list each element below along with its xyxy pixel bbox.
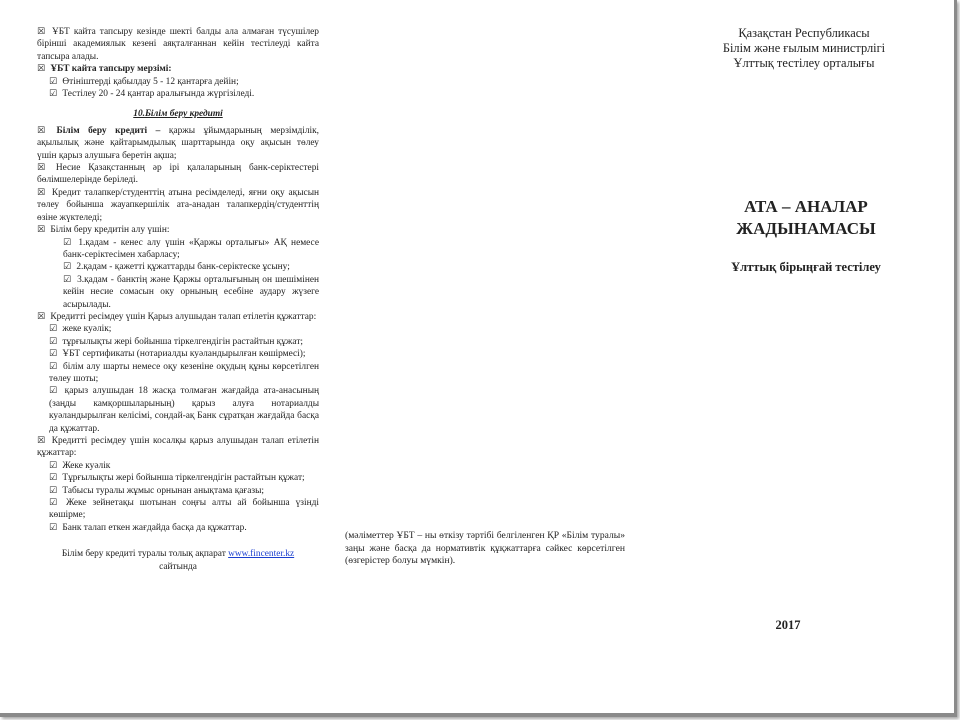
step-item: ☑ 2.қадам - қажетті құжаттарды банк-серіктеске ұсыну; xyxy=(63,262,290,273)
checkbox-check-icon: ☑ xyxy=(49,498,58,509)
org-line: Қазақстан Республикасы xyxy=(738,26,870,40)
retake-text: ҰБТ кайта тапсыру кезінде шекті балды ала алмаған түсушілер бірінші академиялык кезені аяқталғаннан кейін тестілеуді кайта тапсыра алады. xyxy=(37,27,319,62)
guarantor-doc-item: ☑ Тұрғылықты жері бойынша тіркелгендігін растайтын құжат; xyxy=(49,473,305,484)
credit-definition: ☒ Білім беру кредиті – қаржы ұйымдарының мерзімділік, ақылылық және қайтарымдылық шарттарында оқу ақысын төлеу үшін қарыз алушыға беретін ақша; xyxy=(37,125,320,161)
checkbox-x-icon: ☒ xyxy=(37,163,46,174)
checkbox-check-icon: ☑ xyxy=(49,336,58,347)
brochure-title: АТА – АНАЛАР ЖАДЫНАМАСЫ xyxy=(736,197,876,238)
checkbox-x-icon: ☒ xyxy=(37,225,46,236)
section-heading: 10.Білім беру кредиті xyxy=(133,109,223,120)
checkbox-check-icon: ☑ xyxy=(49,349,58,360)
doc-item: ☑ қарыз алушыдан 18 жасқа толмаған жағдайда ата-анасының (заңды камқоршыларының) қарыз алуға нотариалды куәландырылған келісімі, сондай-ақ Банк сұратқан жағдайда басқа да құжаттар. xyxy=(49,386,320,434)
checkbox-x-icon: ☒ xyxy=(37,187,46,198)
middle-note: (мәліметтер ҰБТ – ны өткізу тәртібі белгіленген ҚР «Білім туралы» заңы және басқа да нормативтік құқжаттарға сәйкес көрсетілген (өзгерістер болуы мүмкін). xyxy=(345,530,625,567)
footer-info: Білім беру кредиті туралы толық ақпарат www.fincenter.kz сайтында xyxy=(61,549,295,572)
doc-item: ☑ білім алу шарты немесе оқу кезеніне оқудың құны көрсетілген төлеу шоты; xyxy=(49,361,319,384)
left-column xyxy=(37,26,319,573)
credit-issue: ☒ Кредит талапкер/студенттің атына ресімделеді, яғни оқу ақысын төлеу бойынша жауапкершілік ата-анадан талапкердің/студенттің өзіне жүктеледі; xyxy=(37,187,320,223)
org-header xyxy=(688,26,920,71)
org-line: Ұлттық тестілеу орталығы xyxy=(733,56,875,70)
brochure-subtitle: Ұлттық бірыңғай тестілеу xyxy=(731,260,881,274)
checkbox-check-icon: ☑ xyxy=(49,324,58,335)
retake-date-item: ☑ Өтініштерді қабылдау 5 - 12 қантарға дейін; xyxy=(49,76,239,87)
fincenter-link[interactable]: www.fincenter.kz xyxy=(228,549,295,560)
checkbox-check-icon: ☑ xyxy=(49,361,58,372)
doc-item: ☑ тұрғылықты жері бойынша тіркелгендігін растайтын құжат; xyxy=(49,336,304,347)
retake-date-item: ☑ Тестілеу 20 - 24 қантар аралығында жүргізіледі. xyxy=(49,89,255,100)
guarantor-doc-item: ☑ Жеке зейнетақы шотынан соңғы алты ай бойынша үзінді көшірме; xyxy=(49,498,319,521)
checkbox-check-icon: ☑ xyxy=(49,386,58,397)
para-retake xyxy=(37,26,319,63)
checkbox-x-icon: ☒ xyxy=(37,64,46,75)
checkbox-check-icon: ☑ xyxy=(49,89,58,100)
checkbox-check-icon: ☑ xyxy=(49,460,58,471)
credit-banks: ☒ Несие Қазақстанның әр ірі қалаларының банк-серіктестері бөлімшелерінде беріледі. xyxy=(37,163,319,186)
checkbox-check-icon: ☑ xyxy=(49,76,58,87)
checkbox-check-icon: ☑ xyxy=(49,522,58,533)
doc-item: ☑ жеке куәлік; xyxy=(49,324,112,335)
guarantor-doc-item: ☑ Жеке куәлік xyxy=(49,460,111,471)
doc-item: ☑ ҰБТ сертификаты (нотариалды куәландырылған көшірмесі); xyxy=(49,349,306,360)
checkbox-x-icon: ☒ xyxy=(37,311,46,322)
steps-title: ☒ Білім беру кредитін алу үшін: xyxy=(37,225,170,236)
guarantor-doc-item: ☑ Банк талап еткен жағдайда басқа да құжаттар. xyxy=(49,522,247,533)
checkbox-check-icon: ☑ xyxy=(63,237,72,248)
checkbox-check-icon: ☑ xyxy=(63,274,72,285)
guarantor-doc-item: ☑ Табысы туралы жұмыс орнынан анықтама қағазы; xyxy=(49,485,265,496)
brochure-year: 2017 xyxy=(775,618,801,632)
checkbox-x-icon: ☒ xyxy=(37,27,46,37)
step-item: ☑ 1.қадам - кенес алу үшін «Қаржы орталығы» АҚ немесе банк-серіктесімен хабарласу; xyxy=(63,237,319,260)
checkbox-check-icon: ☑ xyxy=(49,485,58,496)
step-item: ☑ 3.қадам - банктің және Қаржы орталығының он шешімінен кейін несие сомасын оку орнының есебіне аудару жүзеге асырылады. xyxy=(63,274,320,310)
checkbox-x-icon: ☒ xyxy=(37,125,46,136)
docs-title: ☒ Кредитті ресімдеу үшін Қарыз алушыдан талап етілетін құжаттар: xyxy=(37,311,317,322)
org-line: Білім және ғылым министрлігі xyxy=(722,41,886,55)
checkbox-check-icon: ☑ xyxy=(63,262,72,273)
guarantor-title: ☒ Кредитті ресімдеу үшін косалқы қарыз алушыдан талап етілетін құжаттар: xyxy=(37,436,319,459)
retake-dates-title: ☒ ҰБТ кайта тапсыру мерзімі: xyxy=(37,64,172,75)
checkbox-x-icon: ☒ xyxy=(37,436,46,446)
checkbox-check-icon: ☑ xyxy=(49,473,58,484)
